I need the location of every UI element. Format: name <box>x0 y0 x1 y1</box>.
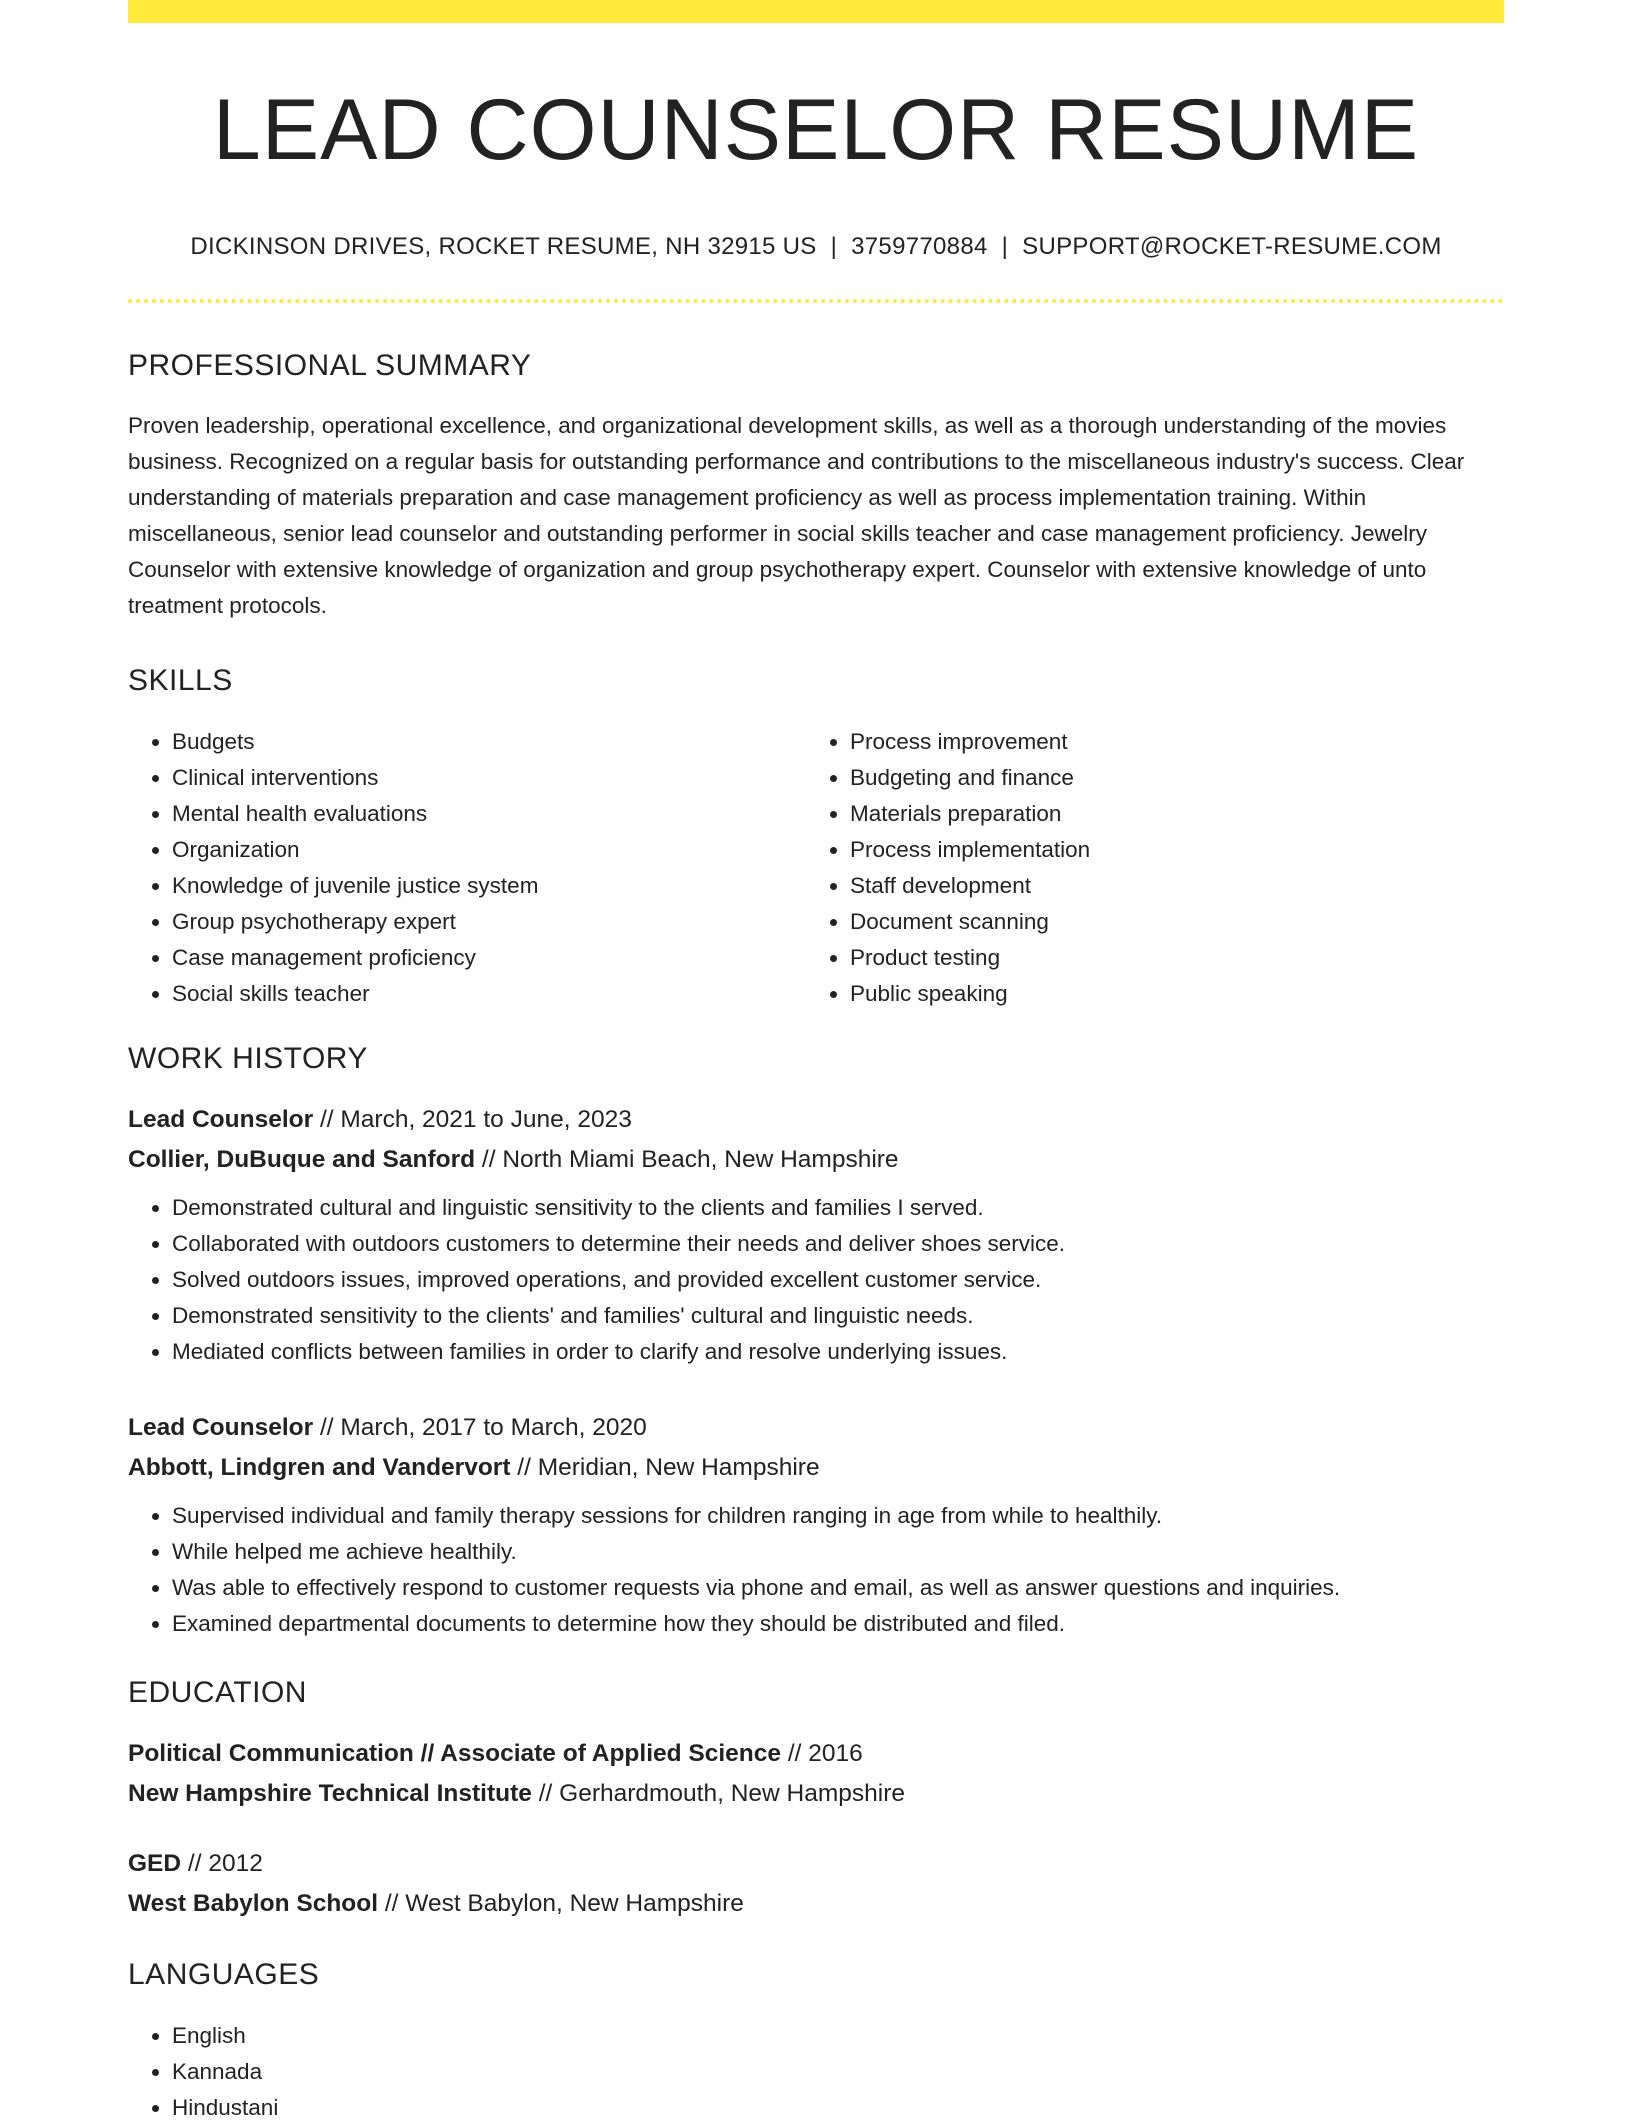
degree-line <box>128 1734 1504 1774</box>
degree: GED <box>128 1849 182 1877</box>
language-item: • Hindustani <box>172 2090 1504 2126</box>
job-dates: // March, 2017 to March, 2020 <box>319 1413 647 1441</box>
skill-item: • Social skills teacher <box>172 976 806 1012</box>
skill-item: • Process implementation <box>850 832 1484 868</box>
summary-text: Proven leadership, operational excellence, and organizational development skills, as well as a thorough understanding of the movies business. Recognized on a regular basis for outstanding performance and contributions to the miscellaneous industry's success. Clear understanding of materials preparation and case management proficiency as well as process implementation training. Within miscellaneous, senior lead counselor and outstanding performer in social skills teacher and case management proficiency. Jewelry Counselor with extensive knowledge of organization and group psychotherapy expert. Counselor with extensive knowledge of unto treatment protocols. <box>128 412 1465 618</box>
job-bullet: • Was able to effectively respond to customer requests via phone and email, as well as answer questions and inquiries. <box>172 1570 1504 1606</box>
job-bullet: • While helped me achieve healthily. <box>172 1534 1504 1570</box>
contact-line <box>128 233 1504 261</box>
skill-item: • Mental health evaluations <box>172 796 806 832</box>
skill-item: • Materials preparation <box>850 796 1484 832</box>
skill-item: • Case management proficiency <box>172 940 806 976</box>
degree-year: // 2016 <box>787 1739 863 1767</box>
skill-item: • Budgeting and finance <box>850 760 1484 796</box>
education-heading: EDUCATION <box>128 1675 307 1709</box>
contact-separator: | <box>1001 232 1009 260</box>
job-dates: // March, 2021 to June, 2023 <box>319 1105 632 1133</box>
degree-year: // 2012 <box>187 1849 263 1877</box>
accent-bar <box>128 0 1504 23</box>
job-bullet: • Solved outdoors issues, improved operations, and provided excellent customer service. <box>172 1262 1504 1298</box>
job-company-line <box>128 1140 1504 1180</box>
skill-item: • Knowledge of juvenile justice system <box>172 868 806 904</box>
skill-item: • Organization <box>172 832 806 868</box>
skills-column-left <box>128 724 806 1012</box>
school: West Babylon School <box>128 1889 379 1917</box>
job-title: Lead Counselor <box>128 1413 314 1441</box>
degree: Political Communication // Associate of Applied Science <box>128 1739 782 1767</box>
job-bullet: • Mediated conflicts between families in order to clarify and resolve underlying issues. <box>172 1334 1504 1370</box>
skills-list <box>128 724 1504 1012</box>
school-line <box>128 1774 1504 1814</box>
skill-item: • Process improvement <box>850 724 1484 760</box>
language-item: • English <box>172 2018 1504 2054</box>
job-bullet: • Demonstrated sensitivity to the clients' and families' cultural and linguistic needs. <box>172 1298 1504 1334</box>
contact-phone: 3759770884 <box>851 232 988 260</box>
skill-item: • Public speaking <box>850 976 1484 1012</box>
contact-address: DICKINSON DRIVES, ROCKET RESUME, NH 32915 US <box>190 232 817 260</box>
skills-column-right <box>806 724 1484 1012</box>
job-location: // North Miami Beach, New Hampshire <box>481 1145 899 1173</box>
job-title: Lead Counselor <box>128 1105 314 1133</box>
degree-line <box>128 1844 1504 1884</box>
job-bullets <box>128 1190 1504 1370</box>
job-entry <box>128 1100 1504 1370</box>
job-title-line <box>128 1100 1504 1140</box>
contact-separator: | <box>830 232 838 260</box>
skill-item: • Product testing <box>850 940 1484 976</box>
job-company: Collier, DuBuque and Sanford <box>128 1145 476 1173</box>
job-entry <box>128 1408 1504 1642</box>
job-bullet: • Demonstrated cultural and linguistic sensitivity to the clients and families I served. <box>172 1190 1504 1226</box>
skills-heading: SKILLS <box>128 663 233 697</box>
school: New Hampshire Technical Institute <box>128 1779 532 1807</box>
school-location: // Gerhardmouth, New Hampshire <box>538 1779 905 1807</box>
job-title-line <box>128 1408 1504 1448</box>
skill-item: • Clinical interventions <box>172 760 806 796</box>
work-history-heading: WORK HISTORY <box>128 1041 368 1075</box>
language-item: • Kannada <box>172 2054 1504 2090</box>
page-title: LEAD COUNSELOR RESUME <box>212 82 1420 178</box>
job-bullet: • Collaborated with outdoors customers to determine their needs and deliver shoes service. <box>172 1226 1504 1262</box>
header-divider <box>128 299 1504 303</box>
job-company: Abbott, Lindgren and Vandervort <box>128 1453 511 1481</box>
education-entry <box>128 1734 1504 1814</box>
job-bullet: • Examined departmental documents to determine how they should be distributed and filed. <box>172 1606 1504 1642</box>
skill-item: • Group psychotherapy expert <box>172 904 806 940</box>
skill-item: • Staff development <box>850 868 1484 904</box>
job-bullet: • Supervised individual and family therapy sessions for children ranging in age from while to healthily. <box>172 1498 1504 1534</box>
languages-list <box>128 2018 1504 2126</box>
job-location: // Meridian, New Hampshire <box>517 1453 820 1481</box>
resume-page <box>128 0 1504 2126</box>
skill-item: • Budgets <box>172 724 806 760</box>
skill-item: • Document scanning <box>850 904 1484 940</box>
education-entry <box>128 1844 1504 1924</box>
summary-heading: PROFESSIONAL SUMMARY <box>128 348 532 382</box>
school-location: // West Babylon, New Hampshire <box>384 1889 744 1917</box>
languages-heading: LANGUAGES <box>128 1957 320 1991</box>
job-company-line <box>128 1448 1504 1488</box>
school-line <box>128 1884 1504 1924</box>
contact-email: SUPPORT@ROCKET-RESUME.COM <box>1022 232 1442 260</box>
job-bullets <box>128 1498 1504 1642</box>
